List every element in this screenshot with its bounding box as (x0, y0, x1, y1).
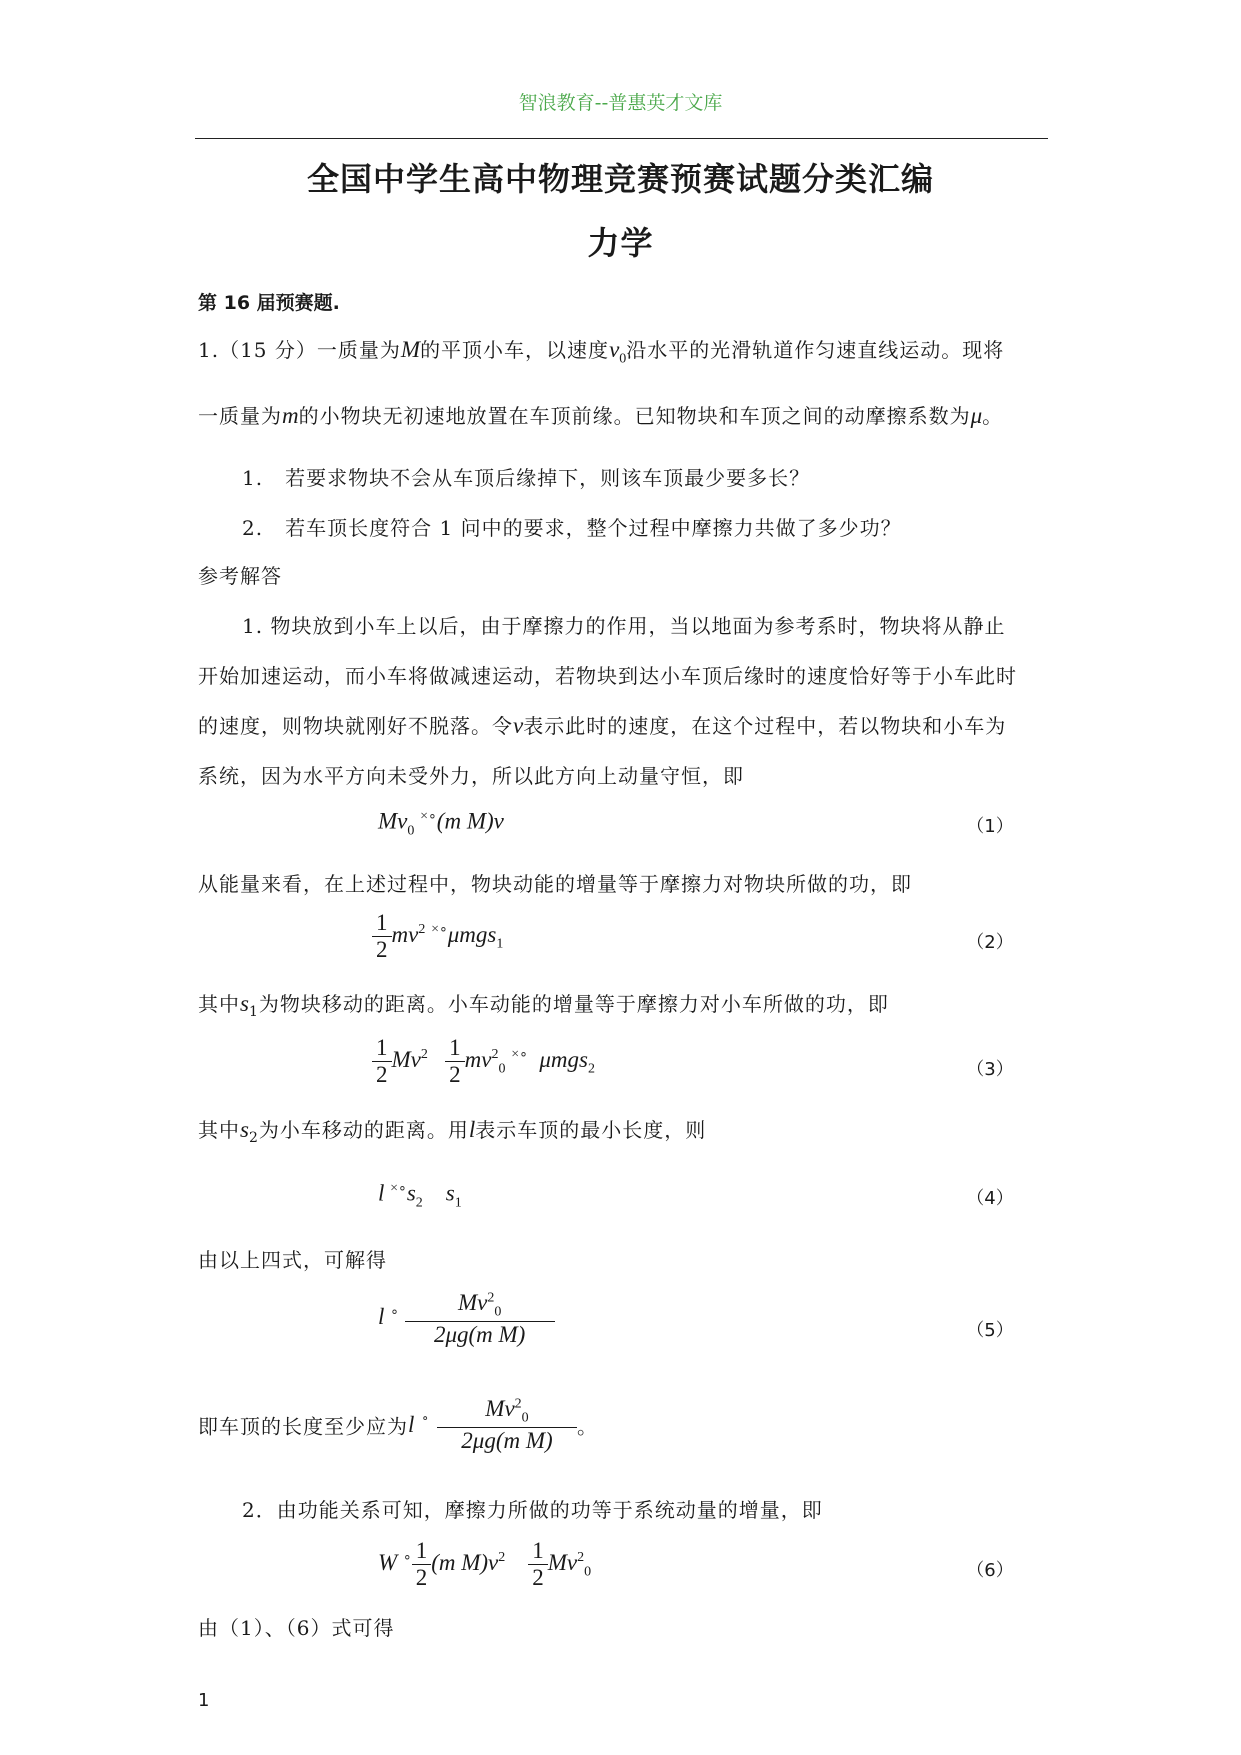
equation-3-number: （3） (966, 1059, 1014, 1080)
document-title: 全国中学生高中物理竞赛预赛试题分类汇编 (306, 160, 934, 198)
text-combine: 由以上四式，可解得 (198, 1248, 387, 1272)
equation-3: $\frac{1}{2}$ Mv$^2$ $\frac{1}{2}$ $mv^2_0$ ×∘ μmgs$_2$ (372, 1035, 595, 1088)
text-energy: 从能量来看，在上述过程中，物块动能的增量等于摩擦力对物块所做的功，即 (198, 872, 912, 896)
solution-line-3: 的速度，则物块就刚好不脱落。令v表示此时的速度，在这个过程中，若以物块和小车为 (198, 713, 1007, 738)
equation-4-number: （4） (966, 1188, 1014, 1209)
text-s2: 其中$s_2$为小车移动的距离。用l表示车顶的最小长度，则 (198, 1117, 707, 1146)
solution-line-4: 系统，因为水平方向未受外力，所以此方向上动量守恒，即 (198, 764, 744, 788)
solution-label: 参考解答 (198, 564, 282, 588)
equation-1-number: （1） (966, 816, 1014, 837)
question-1: 1. 若要求物块不会从车顶后缘掉下，则该车顶最少要多长？ (242, 466, 811, 490)
equation-2-number: （2） (966, 932, 1014, 953)
solution-line-2: 开始加速运动，而小车将做减速运动，若物块到达小车顶后缘时的速度恰好等于小车此时 (198, 664, 1017, 688)
text-final: 由（1）、（6）式可得 (198, 1616, 395, 1640)
solution-line-1: 1. 物块放到小车上以后，由于摩擦力的作用，当以地面为参考系时，物块将从静止 (242, 614, 1006, 638)
text-result: 即车顶的长度至少应为l ∘ $\frac{Mv^2_0}{\text{2μg(m M)}}$ 。 (198, 1396, 598, 1453)
equation-5: l ∘ $\frac{Mv^2_0}{\text{2μg(m M)}}$ (378, 1290, 555, 1348)
problem-line-2: 一质量为m的小物块无初速地放置在车顶前缘。已知物块和车顶之间的动摩擦系数为μ。 (198, 403, 1004, 428)
running-header: 智浪教育--普惠英才文库 (518, 92, 723, 114)
equation-6-number: （6） (966, 1560, 1014, 1581)
problem-line-1: 1.（15 分）一质量为M的平顶小车，以速度$v_0$沿水平的光滑轨道作匀速直线运动。现将 (198, 337, 1005, 367)
equation-6: W ∘ $\frac{1}{2}$ (m $M)v^2$ $\frac{1}{2}$ $Mv^2_0$ (378, 1538, 592, 1590)
text-work: 2．由功能关系可知，摩擦力所做的功等于系统动量的增量，即 (242, 1498, 823, 1522)
document-subtitle: 力学 (587, 224, 654, 262)
question-2: 2. 若车顶长度符合 1 问中的要求，整个过程中摩擦力共做了多少功？ (242, 516, 902, 540)
equation-4: l $^{\times\circ}s_2$ $s_1$ (378, 1180, 462, 1211)
text-s1: 其中$s_1$为物块移动的距离。小车动能的增量等于摩擦力对小车所做的功，即 (198, 991, 889, 1020)
equation-1: $Mv_0$ ×∘(m M)v (378, 808, 504, 839)
page-number: 1 (198, 1690, 210, 1711)
header-rule (195, 138, 1048, 139)
equation-2: $\frac{1}{2}$ $mv^2$ ×∘μmgs$_1$ (372, 910, 503, 963)
equation-5-number: （5） (966, 1320, 1014, 1341)
section-heading: 第 16 届预赛题. (198, 292, 340, 314)
